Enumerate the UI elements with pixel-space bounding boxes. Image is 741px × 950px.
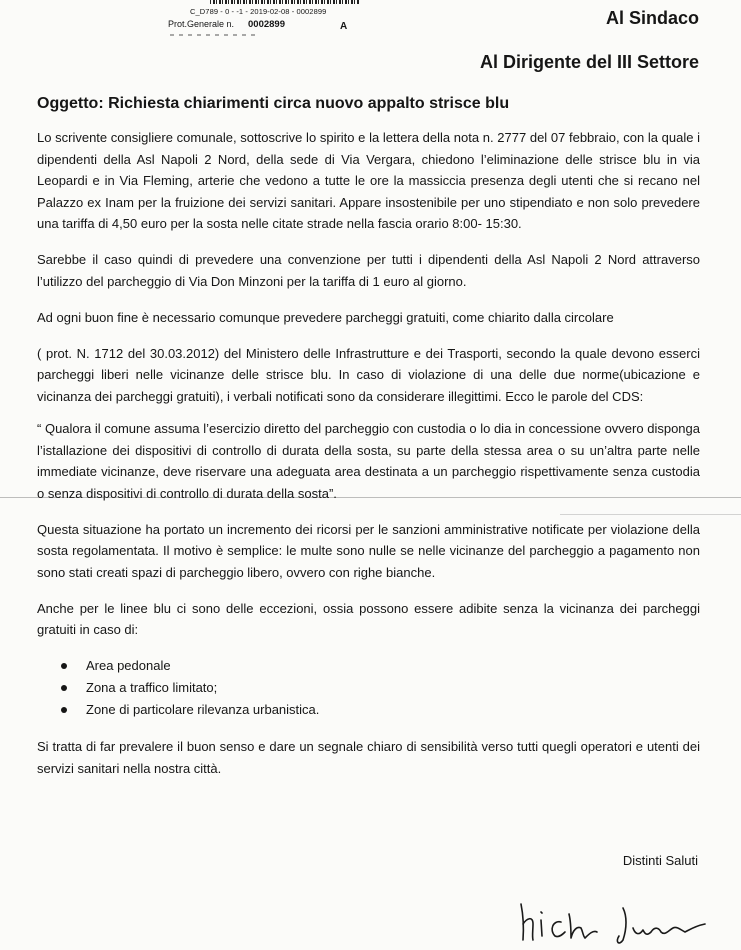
final-paragraph: Si tratta di far prevalere il buon senso e dare un segnale chiaro di sensibilità verso tutti quegli operatori e utenti dei servizi sanitari nella nostra città. (37, 739, 700, 776)
subject-line: Oggetto: Richiesta chiarimenti circa nuovo appalto strisce blu (37, 95, 510, 112)
closing-salutation: Distinti Saluti (622, 853, 698, 868)
protocol-stamp (150, 0, 380, 40)
protocol-code: C_D789 - 0 - -1 - 2019-02-08 - 0002899 (190, 7, 327, 16)
handwritten-signature (515, 890, 715, 950)
body-paragraph: ( prot. N. 1712 del 30.03.2012) del Ministero delle Infrastrutture e dei Trasporti, secondo la quale devono esserci parcheggi liberi nelle vicinanze delle strisce blu. In caso di violazione di una delle due norme(ubicazione e vicinanza dei parcheggi gratuiti), i verbali notificati sono da considerare illegittimi. Ecco le parole del CDS: (37, 345, 700, 404)
body-paragraph: Sarebbe il caso quindi di prevedere una convenzione per tutti i dipendenti della Asl Napoli 2 Nord attraverso l’utilizzo del parcheggio di Via Don Minzoni per la tariffa di 1 euro al giorno. (37, 252, 700, 289)
protocol-label: Prot.Generale n. (168, 19, 235, 29)
recipient-director: Al Dirigente del III Settore (479, 52, 699, 72)
recipient-mayor: Al Sindaco (605, 8, 699, 28)
list-item: Zona a traffico limitato; (61, 677, 700, 699)
list-item: Zone di particolare rilevanza urbanistica. (61, 699, 700, 721)
list-item: Area pedonale (61, 655, 700, 677)
protocol-number: 0002899 (248, 19, 285, 30)
quote-paragraph: “ Qualora il comune assuma l’esercizio diretto del parcheggio con custodia o lo dia in concessione ovvero disponga l’istallazione dei dispositivi di controllo di durata della sosta, su parte della stessa area o su un’altra parte nelle immediate vicinanze, deve riservare una adeguata area destinata a un parcheggio rispettivamente senza custodia o senza dispositivi di controllo di durata della sosta”. (37, 421, 700, 501)
body-paragraph: Ad ogni buon fine è necessario comunque prevedere parcheggi gratuiti, come chiarito dalla circolare (37, 309, 614, 325)
body-paragraph: Lo scrivente consigliere comunale, sottoscrive lo spirito e la lettera della nota n. 2777 del 07 febbraio, con la quale i dipendenti della Asl Napoli 2 Nord, della sede di Via Vergara, chiedono l’eliminazione delle strisce blu in via Leopardi e in Via Fleming, arterie che vedono a tutte le ore la massiccia presenza degli utenti che si recano nel Palazzo ex Inam per la fruizione dei servizi sanitari. Appare insostenibile per uno stipendiato e non solo prevedere una tariffa di 4,50 euro per la sosta nelle citate strade nella fascia orario 8:00- 15:30. (37, 130, 700, 231)
letter-body (37, 127, 700, 794)
stamp-smudge (170, 34, 260, 36)
exception-list (37, 655, 700, 721)
protocol-letter: A (340, 21, 348, 32)
barcode (210, 0, 360, 4)
body-paragraph: Questa situazione ha portato un incremento dei ricorsi per le sanzioni amministrative notificate per violazione della sosta regolamentata. Il motivo è semplice: le multe sono nulle se nelle vicinanze del parcheggio a pagamento non sono stati creati spazi di parcheggio libero, ovvero con righe bianche. (37, 521, 700, 580)
body-paragraph: Anche per le linee blu ci sono delle eccezioni, ossia possono essere adibite senza la vicinanza dei parcheggi gratuiti in caso di: (37, 600, 700, 637)
